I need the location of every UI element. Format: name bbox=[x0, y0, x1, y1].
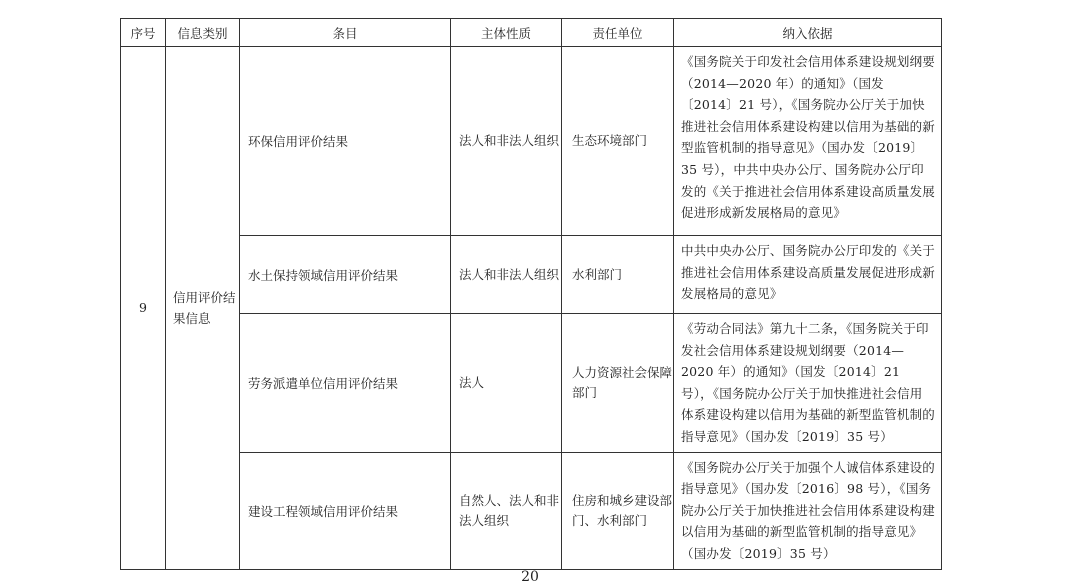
header-nature: 主体性质 bbox=[451, 19, 562, 47]
item-cell: 劳务派遣单位信用评价结果 bbox=[240, 314, 451, 453]
item-cell: 水土保持领域信用评价结果 bbox=[240, 236, 451, 314]
basis-cell: 《劳动合同法》第九十二条，《国务院关于印发社会信用体系建设规划纲要（2014—2020 年）的通知》（国发〔2014〕21 号），《国务院办公厅关于加快推进社会信用体系建设构建以信用为基础的新型监管机制的指导意见》（国办发〔2019〕35 号） bbox=[674, 314, 942, 453]
unit-cell: 人力资源社会保障部门 bbox=[562, 314, 674, 453]
nature-cell: 自然人、法人和非法人组织 bbox=[451, 452, 562, 569]
basis-cell: 中共中央办公厅、国务院办公厅印发的《关于推进社会信用体系建设高质量发展促进形成新发展格局的意见》 bbox=[674, 236, 942, 314]
unit-cell: 水利部门 bbox=[562, 236, 674, 314]
nature-cell: 法人 bbox=[451, 314, 562, 453]
header-basis: 纳入依据 bbox=[674, 19, 942, 47]
header-seq: 序号 bbox=[121, 19, 166, 47]
unit-cell: 住房和城乡建设部门、水利部门 bbox=[562, 452, 674, 569]
basis-cell: 《国务院关于印发社会信用体系建设规划纲要（2014—2020 年）的通知》（国发〔2014〕21 号），《国务院办公厅关于加快推进社会信用体系建设构建以信用为基础的新型监管机制的指导意见》（国办发〔2019〕35 号），中共中央办公厅、国务院办公厅印发的《关于推进社会信用体系建设高质量发展促进形成新发展格局的意见》 bbox=[674, 47, 942, 236]
nature-cell: 法人和非法人组织 bbox=[451, 236, 562, 314]
seq-cell: 9 bbox=[121, 47, 166, 570]
basis-cell: 《国务院办公厅关于加强个人诚信体系建设的指导意见》（国办发〔2016〕98 号），《国务院办公厅关于加快推进社会信用体系建设构建以信用为基础的新型监管机制的指导意见》（国办发〔2019〕35 号） bbox=[674, 452, 942, 569]
header-row bbox=[121, 19, 942, 47]
category-cell: 信用评价结果信息 bbox=[166, 47, 240, 570]
item-cell: 建设工程领域信用评价结果 bbox=[240, 452, 451, 569]
header-category: 信息类别 bbox=[166, 19, 240, 47]
item-cell: 环保信用评价结果 bbox=[240, 47, 451, 236]
table-row bbox=[121, 47, 942, 236]
header-unit: 责任单位 bbox=[562, 19, 674, 47]
page-number: 20 bbox=[521, 569, 539, 585]
credit-info-table bbox=[120, 18, 942, 570]
nature-cell: 法人和非法人组织 bbox=[451, 47, 562, 236]
table-row bbox=[121, 314, 942, 453]
table-row bbox=[121, 236, 942, 314]
table-row bbox=[121, 452, 942, 569]
header-item: 条目 bbox=[240, 19, 451, 47]
unit-cell: 生态环境部门 bbox=[562, 47, 674, 236]
